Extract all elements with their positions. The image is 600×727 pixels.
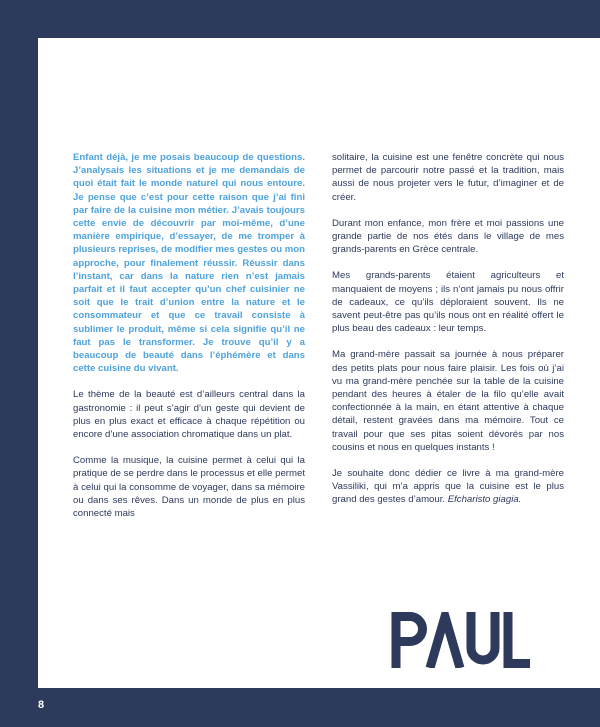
paragraph: Comme la musique, la cuisine permet à celui qui la pratique de se perdre dans le processus et elle permet à celui qui la consomme de voyager, dans sa mémoire ou dans ses rêves. Dans un monde de plus en plus connecté mais bbox=[73, 455, 305, 520]
intro-paragraph: Enfant déjà, je me posais beaucoup de questions. J’analysais les situations et je me demandais de quoi était fait le monde naturel qui nous entoure. Je pense que c’est pour cette raison que j’ai fini par faire de la cuisine mon métier. J’avais toujours cette envie de découvrir par moi-même, d’une manière empirique, d’essayer, de me tromper à plusieurs reprises, de modifier mes gestes ou mon approche, pour finalement réussir. Réussir dans l’instant, car dans la nature rien n’est jamais parfait et il faut accepter qu’un chef cuisinier ne soit que le trait d’union entre la nature et le consommateur et que ce travail consiste à sublimer le produit, même si cela signifie qu’il ne faut pas le transformer. Je trouve qu’il y a beaucoup de beauté dans l’éphémère et dans cette cuisine du vivant. bbox=[73, 152, 305, 375]
dedication-italic: Efcharisto giagia. bbox=[447, 494, 522, 506]
paul-logo bbox=[390, 612, 530, 668]
paragraph: solitaire, la cuisine est une fenêtre concrète qui nous permet de parcourir notre passé et la tradition, mais aussi de nous projeter vers le futur, d’imaginer et de créer. bbox=[332, 152, 564, 203]
dedication-paragraph bbox=[332, 467, 564, 507]
paragraph: Durant mon enfance, mon frère et moi passions une grande partie de nos étés dans le village de mes grands-parents en Grèce centrale. bbox=[332, 217, 564, 256]
dedication-text: Je souhaite donc dédier ce livre à ma grand-mère Vassiliki, qui m’a appris que la cuisine est le plus grand des gestes d’amour. bbox=[332, 468, 564, 506]
text-column-left bbox=[73, 151, 305, 533]
text-column-right bbox=[332, 151, 564, 520]
paul-logo-mark bbox=[390, 612, 530, 668]
page-sheet bbox=[38, 38, 600, 688]
paragraph: Mes grands-parents étaient agriculteurs et manquaient de moyens ; ils n’ont jamais pu nous offrir de cadeaux, ce qu’ils déploraient souvent. Ils ne savent peut-être pas qu’ils nous ont en réalité offert le plus beau des cadeaux : leur temps. bbox=[332, 270, 564, 335]
paragraph: Ma grand-mère passait sa journée à nous préparer des petits plats pour nous faire plaisir. Les fois où j’ai vu ma grand-mère penchée sur la table de la cuisine pendant des heures à étaler de la filo qu’elle avait confectionnée à la main, en étant attentive à chaque détail, restent gravées dans ma mémoire. Tout ce travail pour que ses pitas soient dévorés par nos cousins et nous en quelques instants ! bbox=[332, 349, 564, 453]
paragraph: Le thème de la beauté est d’ailleurs central dans la gastronomie : il peut s’agir d’un geste qui devient de plus en plus exact et efficace à chaque répétition ou encore d’une association chromatique dans un plat. bbox=[73, 389, 305, 441]
page-number: 8 bbox=[38, 699, 45, 711]
